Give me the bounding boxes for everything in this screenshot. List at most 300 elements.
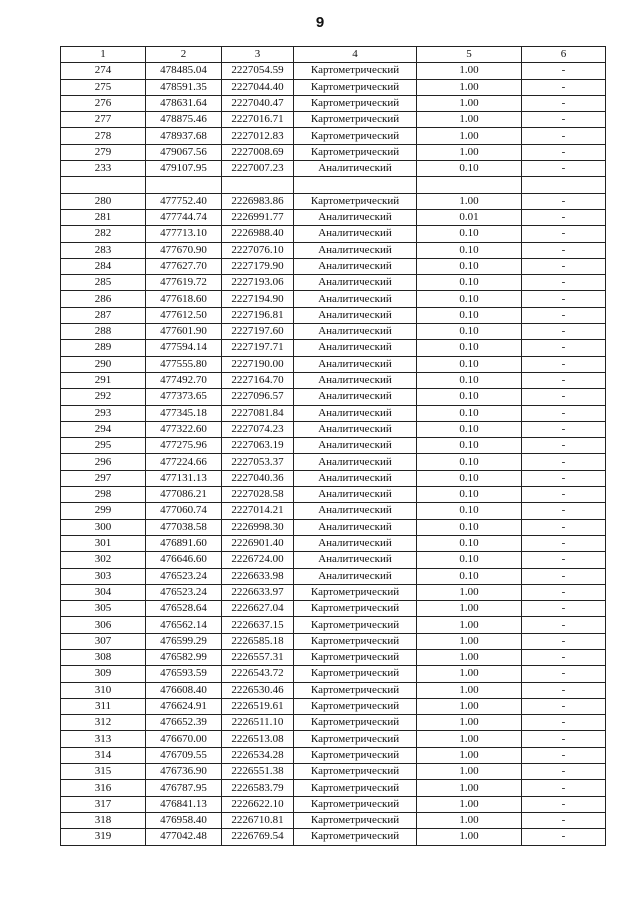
point-number-cell: 289 [61,340,146,356]
table-row [61,780,606,796]
point-number-cell: 290 [61,356,146,372]
y-coordinate-cell: 2227074.23 [222,421,294,437]
table-row [61,161,606,177]
note-cell [522,177,606,193]
method-cell: Аналитический [294,258,417,274]
point-number-cell: 288 [61,324,146,340]
point-number-cell: 305 [61,601,146,617]
table-row [61,421,606,437]
table-row [61,63,606,79]
y-coordinate-cell: 2227193.06 [222,275,294,291]
table-row [61,552,606,568]
accuracy-cell: 0.10 [417,258,522,274]
table-row [61,470,606,486]
x-coordinate-cell: 477612.50 [146,307,222,323]
y-coordinate-cell: 2227076.10 [222,242,294,258]
table-row [61,405,606,421]
method-cell: Аналитический [294,340,417,356]
column-header-5: 5 [417,47,522,63]
table-row [61,258,606,274]
table-row [61,209,606,225]
note-cell: - [522,95,606,111]
note-cell: - [522,584,606,600]
table-row [61,829,606,845]
page-number: 9 [315,14,325,31]
point-number-cell: 282 [61,226,146,242]
accuracy-cell: 1.00 [417,731,522,747]
y-coordinate-cell: 2226530.46 [222,682,294,698]
method-cell: Картометрический [294,780,417,796]
accuracy-cell: 0.10 [417,291,522,307]
table-row [61,454,606,470]
accuracy-cell: 0.10 [417,503,522,519]
x-coordinate-cell: 476670.00 [146,731,222,747]
note-cell: - [522,715,606,731]
x-coordinate-cell: 478875.46 [146,112,222,128]
table-row [61,682,606,698]
x-coordinate-cell: 477601.90 [146,324,222,340]
method-cell: Картометрический [294,796,417,812]
y-coordinate-cell: 2226998.30 [222,519,294,535]
y-coordinate-cell: 2226585.18 [222,633,294,649]
y-coordinate-cell: 2226511.10 [222,715,294,731]
accuracy-cell: 0.10 [417,552,522,568]
point-number-cell: 277 [61,112,146,128]
point-number-cell: 319 [61,829,146,845]
method-cell: Картометрический [294,601,417,617]
x-coordinate-cell: 477594.14 [146,340,222,356]
note-cell: - [522,796,606,812]
x-coordinate-cell: 477322.60 [146,421,222,437]
accuracy-cell: 0.10 [417,405,522,421]
method-cell: Картометрический [294,829,417,845]
y-coordinate-cell: 2226724.00 [222,552,294,568]
x-coordinate-cell: 478485.04 [146,63,222,79]
x-coordinate-cell: 476891.60 [146,535,222,551]
method-cell: Картометрический [294,633,417,649]
accuracy-cell: 0.10 [417,470,522,486]
note-cell: - [522,193,606,209]
table-row [61,226,606,242]
method-cell: Картометрический [294,63,417,79]
method-cell: Аналитический [294,242,417,258]
y-coordinate-cell [222,177,294,193]
method-cell: Аналитический [294,307,417,323]
y-coordinate-cell: 2226534.28 [222,747,294,763]
accuracy-cell: 0.10 [417,275,522,291]
table-row [61,519,606,535]
point-number-cell: 318 [61,812,146,828]
note-cell: - [522,209,606,225]
accuracy-cell: 0.10 [417,161,522,177]
note-cell: - [522,144,606,160]
method-cell: Картометрический [294,666,417,682]
note-cell: - [522,698,606,714]
note-cell: - [522,112,606,128]
method-cell: Аналитический [294,568,417,584]
y-coordinate-cell: 2227008.69 [222,144,294,160]
accuracy-cell: 1.00 [417,601,522,617]
table-row [61,79,606,95]
table-row [61,698,606,714]
note-cell: - [522,764,606,780]
table-row [61,193,606,209]
table-row [61,144,606,160]
table-row [61,796,606,812]
accuracy-cell: 1.00 [417,128,522,144]
accuracy-cell: 0.01 [417,209,522,225]
x-coordinate-cell: 476599.29 [146,633,222,649]
note-cell: - [522,242,606,258]
x-coordinate-cell: 476528.64 [146,601,222,617]
table-row [61,291,606,307]
column-header-3: 3 [222,47,294,63]
y-coordinate-cell: 2227053.37 [222,454,294,470]
accuracy-cell: 0.10 [417,324,522,340]
y-coordinate-cell: 2227196.81 [222,307,294,323]
y-coordinate-cell: 2227190.00 [222,356,294,372]
method-cell: Аналитический [294,389,417,405]
x-coordinate-cell: 478631.64 [146,95,222,111]
note-cell: - [522,812,606,828]
accuracy-cell: 1.00 [417,796,522,812]
note-cell: - [522,617,606,633]
x-coordinate-cell: 477492.70 [146,372,222,388]
point-number-cell: 304 [61,584,146,600]
table-row [61,177,606,193]
note-cell: - [522,258,606,274]
method-cell: Аналитический [294,438,417,454]
point-number-cell: 308 [61,649,146,665]
x-coordinate-cell: 477618.60 [146,291,222,307]
method-cell: Картометрический [294,698,417,714]
note-cell: - [522,568,606,584]
note-cell: - [522,731,606,747]
column-header-1: 1 [61,47,146,63]
accuracy-cell: 1.00 [417,633,522,649]
note-cell: - [522,389,606,405]
table-row [61,535,606,551]
point-number-cell: 302 [61,552,146,568]
accuracy-cell: 0.10 [417,487,522,503]
y-coordinate-cell: 2227063.19 [222,438,294,454]
y-coordinate-cell: 2227081.84 [222,405,294,421]
note-cell: - [522,487,606,503]
x-coordinate-cell: 479107.95 [146,161,222,177]
point-number-cell: 317 [61,796,146,812]
table-row [61,812,606,828]
x-coordinate-cell: 476523.24 [146,568,222,584]
point-number-cell: 283 [61,242,146,258]
table-row [61,438,606,454]
accuracy-cell [417,177,522,193]
method-cell: Аналитический [294,503,417,519]
accuracy-cell: 1.00 [417,780,522,796]
y-coordinate-cell: 2226633.97 [222,584,294,600]
note-cell: - [522,307,606,323]
y-coordinate-cell: 2227179.90 [222,258,294,274]
x-coordinate-cell: 477619.72 [146,275,222,291]
note-cell: - [522,633,606,649]
x-coordinate-cell: 476608.40 [146,682,222,698]
accuracy-cell: 0.10 [417,519,522,535]
note-cell: - [522,421,606,437]
point-number-cell [61,177,146,193]
accuracy-cell: 0.10 [417,226,522,242]
table-header-row [61,47,606,63]
y-coordinate-cell: 2226543.72 [222,666,294,682]
note-cell: - [522,275,606,291]
method-cell: Картометрический [294,193,417,209]
x-coordinate-cell [146,177,222,193]
point-number-cell: 285 [61,275,146,291]
accuracy-cell: 1.00 [417,829,522,845]
point-number-cell: 303 [61,568,146,584]
point-number-cell: 291 [61,372,146,388]
method-cell: Аналитический [294,291,417,307]
table-row [61,601,606,617]
point-number-cell: 295 [61,438,146,454]
point-number-cell: 311 [61,698,146,714]
note-cell: - [522,291,606,307]
x-coordinate-cell: 476624.91 [146,698,222,714]
accuracy-cell: 0.10 [417,535,522,551]
note-cell: - [522,601,606,617]
accuracy-cell: 1.00 [417,764,522,780]
method-cell: Аналитический [294,405,417,421]
accuracy-cell: 0.10 [417,389,522,405]
method-cell: Картометрический [294,812,417,828]
point-number-cell: 292 [61,389,146,405]
note-cell: - [522,438,606,454]
note-cell: - [522,649,606,665]
point-number-cell: 306 [61,617,146,633]
table-row [61,715,606,731]
note-cell: - [522,356,606,372]
point-number-cell: 274 [61,63,146,79]
x-coordinate-cell: 477752.40 [146,193,222,209]
y-coordinate-cell: 2227016.71 [222,112,294,128]
x-coordinate-cell: 476562.14 [146,617,222,633]
method-cell: Аналитический [294,209,417,225]
x-coordinate-cell: 477275.96 [146,438,222,454]
method-cell: Аналитический [294,356,417,372]
table-row [61,112,606,128]
point-number-cell: 298 [61,487,146,503]
table-row [61,324,606,340]
table-row [61,307,606,323]
point-number-cell: 300 [61,519,146,535]
accuracy-cell: 1.00 [417,666,522,682]
table-row [61,487,606,503]
point-number-cell: 299 [61,503,146,519]
y-coordinate-cell: 2226637.15 [222,617,294,633]
method-cell: Картометрический [294,144,417,160]
method-cell: Картометрический [294,764,417,780]
table-row [61,242,606,258]
x-coordinate-cell: 477038.58 [146,519,222,535]
point-number-cell: 281 [61,209,146,225]
y-coordinate-cell: 2227014.21 [222,503,294,519]
note-cell: - [522,128,606,144]
y-coordinate-cell: 2226513.08 [222,731,294,747]
y-coordinate-cell: 2227040.36 [222,470,294,486]
point-number-cell: 284 [61,258,146,274]
method-cell: Картометрический [294,128,417,144]
accuracy-cell: 0.10 [417,568,522,584]
method-cell: Аналитический [294,226,417,242]
x-coordinate-cell: 477744.74 [146,209,222,225]
y-coordinate-cell: 2227044.40 [222,79,294,95]
table-row [61,356,606,372]
note-cell: - [522,666,606,682]
x-coordinate-cell: 478937.68 [146,128,222,144]
table-row [61,633,606,649]
x-coordinate-cell: 477042.48 [146,829,222,845]
note-cell: - [522,780,606,796]
y-coordinate-cell: 2227164.70 [222,372,294,388]
point-number-cell: 294 [61,421,146,437]
table-row [61,764,606,780]
x-coordinate-cell: 476709.55 [146,747,222,763]
note-cell: - [522,503,606,519]
y-coordinate-cell: 2227197.60 [222,324,294,340]
note-cell: - [522,340,606,356]
method-cell: Аналитический [294,470,417,486]
y-coordinate-cell: 2227012.83 [222,128,294,144]
method-cell: Аналитический [294,454,417,470]
point-number-cell: 313 [61,731,146,747]
method-cell: Картометрический [294,79,417,95]
table-row [61,731,606,747]
accuracy-cell: 0.10 [417,421,522,437]
point-number-cell: 293 [61,405,146,421]
point-number-cell: 296 [61,454,146,470]
note-cell: - [522,63,606,79]
method-cell: Картометрический [294,682,417,698]
note-cell: - [522,79,606,95]
method-cell: Картометрический [294,584,417,600]
accuracy-cell: 1.00 [417,698,522,714]
y-coordinate-cell: 2226901.40 [222,535,294,551]
accuracy-cell: 1.00 [417,715,522,731]
point-number-cell: 297 [61,470,146,486]
table-row [61,503,606,519]
accuracy-cell: 1.00 [417,812,522,828]
point-number-cell: 301 [61,535,146,551]
note-cell: - [522,372,606,388]
method-cell: Аналитический [294,324,417,340]
table-row [61,389,606,405]
point-number-cell: 278 [61,128,146,144]
method-cell: Аналитический [294,519,417,535]
method-cell: Аналитический [294,535,417,551]
point-number-cell: 287 [61,307,146,323]
note-cell: - [522,535,606,551]
accuracy-cell: 1.00 [417,112,522,128]
point-number-cell: 315 [61,764,146,780]
method-cell: Картометрический [294,649,417,665]
point-number-cell: 310 [61,682,146,698]
table-row [61,747,606,763]
accuracy-cell: 1.00 [417,79,522,95]
y-coordinate-cell: 2227054.59 [222,63,294,79]
accuracy-cell: 1.00 [417,617,522,633]
x-coordinate-cell: 477345.18 [146,405,222,421]
note-cell: - [522,405,606,421]
point-number-cell: 309 [61,666,146,682]
accuracy-cell: 0.10 [417,438,522,454]
x-coordinate-cell: 477131.13 [146,470,222,486]
x-coordinate-cell: 478591.35 [146,79,222,95]
x-coordinate-cell: 476593.59 [146,666,222,682]
method-cell: Картометрический [294,617,417,633]
table-row [61,617,606,633]
x-coordinate-cell: 476646.60 [146,552,222,568]
y-coordinate-cell: 2226519.61 [222,698,294,714]
method-cell: Картометрический [294,112,417,128]
point-number-cell: 307 [61,633,146,649]
method-cell: Аналитический [294,275,417,291]
x-coordinate-cell: 476736.90 [146,764,222,780]
table-row [61,568,606,584]
point-number-cell: 276 [61,95,146,111]
method-cell: Аналитический [294,487,417,503]
x-coordinate-cell: 476958.40 [146,812,222,828]
method-cell: Картометрический [294,95,417,111]
table-row [61,275,606,291]
y-coordinate-cell: 2226983.86 [222,193,294,209]
accuracy-cell: 0.10 [417,356,522,372]
y-coordinate-cell: 2226769.54 [222,829,294,845]
y-coordinate-cell: 2226557.31 [222,649,294,665]
y-coordinate-cell: 2227096.57 [222,389,294,405]
point-number-cell: 275 [61,79,146,95]
accuracy-cell: 1.00 [417,193,522,209]
table-body [61,63,606,845]
accuracy-cell: 0.10 [417,372,522,388]
point-number-cell: 314 [61,747,146,763]
column-header-6: 6 [522,47,606,63]
accuracy-cell: 1.00 [417,63,522,79]
column-header-2: 2 [146,47,222,63]
note-cell: - [522,682,606,698]
accuracy-cell: 0.10 [417,454,522,470]
accuracy-cell: 0.10 [417,242,522,258]
y-coordinate-cell: 2226633.98 [222,568,294,584]
x-coordinate-cell: 476652.39 [146,715,222,731]
accuracy-cell: 1.00 [417,649,522,665]
method-cell [294,177,417,193]
table-row [61,584,606,600]
note-cell: - [522,552,606,568]
accuracy-cell: 1.00 [417,95,522,111]
table-row [61,649,606,665]
y-coordinate-cell: 2227197.71 [222,340,294,356]
note-cell: - [522,519,606,535]
method-cell: Картометрический [294,715,417,731]
y-coordinate-cell: 2226551.38 [222,764,294,780]
method-cell: Картометрический [294,731,417,747]
accuracy-cell: 1.00 [417,747,522,763]
method-cell: Аналитический [294,372,417,388]
y-coordinate-cell: 2227194.90 [222,291,294,307]
y-coordinate-cell: 2226988.40 [222,226,294,242]
note-cell: - [522,829,606,845]
accuracy-cell: 0.10 [417,340,522,356]
method-cell: Аналитический [294,421,417,437]
table-row [61,372,606,388]
